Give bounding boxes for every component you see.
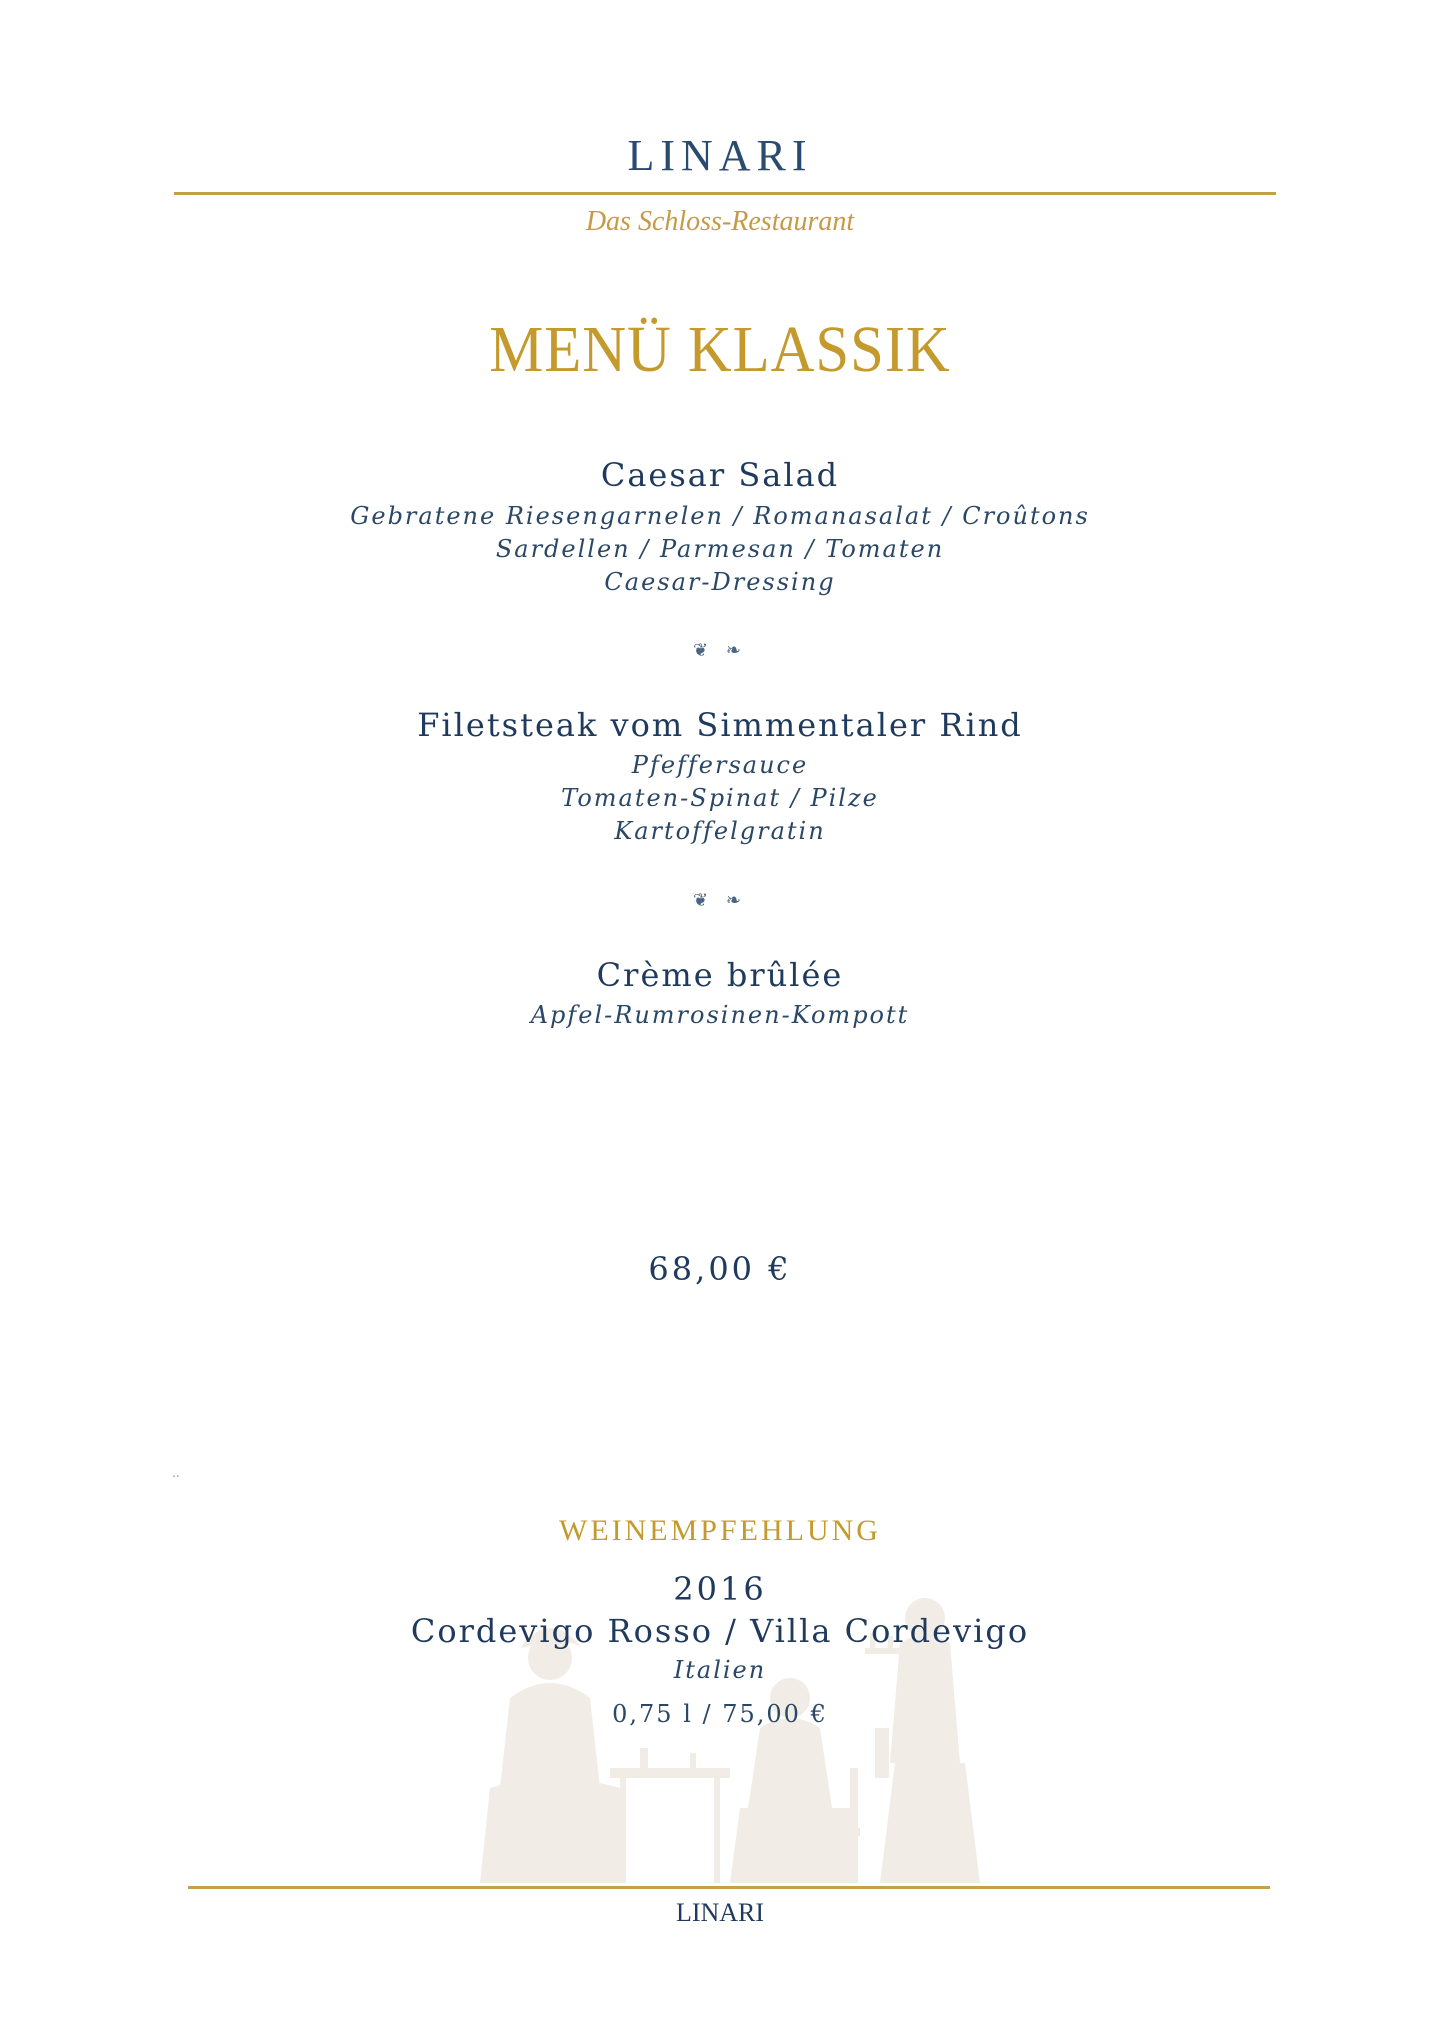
ornament-divider: ❦ ❧ [693,890,747,911]
wine-year: 2016 [673,1570,767,1608]
footer-brand: LINARI [675,1898,765,1927]
course-description-line: Pfeffersauce [631,751,809,779]
menu-price: 68,00 € [648,1250,792,1288]
course-name: Caesar Salad [600,456,840,494]
course-description-line: Sardellen / Parmesan / Tomaten [495,535,945,563]
course-name: Crème brûlée [596,956,844,994]
wine-price: 0,75 l / 75,00 € [612,1700,828,1728]
page-marker: .. [172,1466,180,1480]
menu-title: MENÜ KLASSIK [489,313,951,386]
course-description-line: Caesar-Dressing [604,568,836,596]
wine-name: Cordevigo Rosso / Villa Cordevigo [410,1612,1030,1650]
course-description-line: Tomaten-Spinat / Pilze [561,784,879,812]
ornament-divider: ❦ ❧ [693,640,747,661]
course-name: Filetsteak vom Simmentaler Rind [417,706,1023,744]
course-description-line: Apfel-Rumrosinen-Kompott [530,1001,910,1029]
wine-origin: Italien [673,1656,767,1684]
restaurant-subtitle: Das Schloss-Restaurant [585,206,855,237]
course-description-line: Kartoffelgratin [614,817,826,845]
brand-logo: LINARI [627,131,813,180]
course-description-line: Gebratene Riesengarnelen / Romanasalat / Croûtons [350,502,1090,530]
wine-heading: WEINEMPFEHLUNG [559,1514,881,1547]
footer-divider [188,1886,1270,1889]
header-divider [174,192,1276,195]
